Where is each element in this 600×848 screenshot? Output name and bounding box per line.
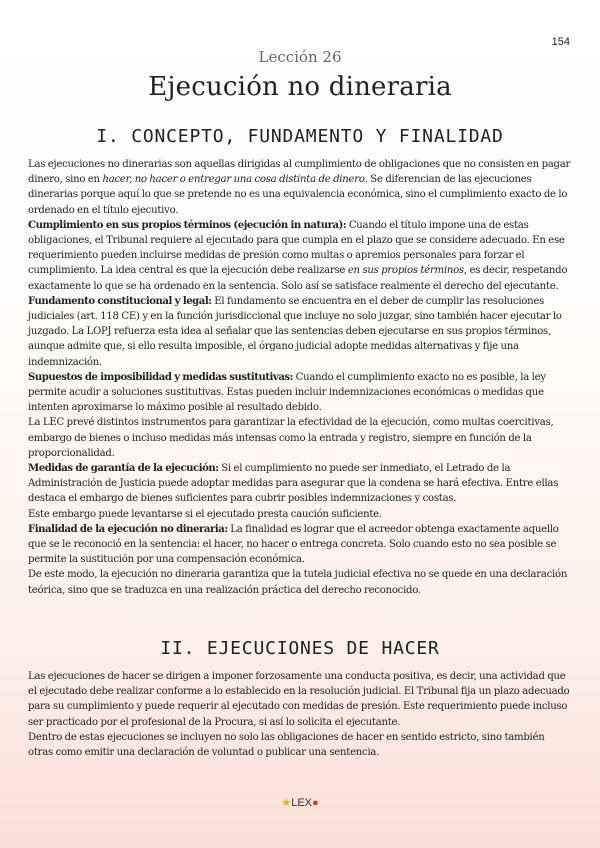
paragraph-text: La finalidad es lograr que el acreedor obtenga exactamente aquello que se le reconoció en la sentencia: el hacer, no hacer o entrega concreta. Solo cuando esto no sea posible se permite la sustitución por una compensación económica. (28, 523, 559, 566)
section-body-hacer (28, 669, 572, 760)
paragraph-lead: Fundamento constitucional y legal: (28, 295, 212, 307)
paragraph-text: Cuando el título impone una de estas obligaciones, el Tribunal requiere al ejecutado para que cumpla en el plazo que se considere adecuado. En ese requerimiento pueden incluirse medidas de presión como multas o apremios personales para forzar el cumplimiento. La idea central es que la ejecución debe realizarse (28, 219, 565, 277)
paragraph (28, 218, 572, 294)
paragraph (28, 157, 572, 218)
paragraph-text: en sus propios términos (347, 265, 464, 277)
paragraph (28, 567, 572, 597)
paragraph-text: Dentro de estas ejecuciones se incluyen no solo las obligaciones de hacer en sentido estricto, sino también otras como emitir una declaración de voluntad o publicar una sentencia. (28, 731, 545, 759)
footer-brand-text: LEX (291, 797, 312, 809)
paragraph-lead: Medidas de garantía de la ejecución: (28, 463, 219, 475)
star-icon: ★ (281, 797, 292, 809)
paragraph (28, 507, 572, 522)
paragraph-text: Cuando el cumplimiento exacto no es posible, la ley permite acudir a soluciones sustitutivas. Estas pueden incluir indemnizaciones económicas o medidas que intenten aproximarse lo máximo posible al resultado debido. (28, 371, 546, 414)
section-heading-hacer: II. EJECUCIONES DE HACER (160, 638, 440, 659)
paragraph-text: La LEC prevé distintos instrumentos para garantizar la efectividad de la ejecución, como multas coercitivas, embargo de bienes o incluso medidas más intensas como la entrada y registro, siempre en función de la proporcionalidad. (28, 417, 554, 459)
paragraph-text: De este modo, la ejecución no dineraria garantiza que la tutela judicial efectiva no se quede en una declaración teórica, sino que se traduzca en una realización práctica del derecho reconocido. (28, 569, 568, 596)
paragraph (28, 370, 572, 416)
paragraph-text: Si el cumplimiento no puede ser inmediato, el Letrado de la Administración de Justicia puede adoptar medidas para asegurar que la condena se hará efectiva. Entre ellas destaca el embargo de bienes suficientes para cubrir posibles indemnizaciones y costas. (28, 463, 559, 505)
paragraph-text: , es decir, respetando exactamente lo que se ha ordenado en la sentencia. Solo así se satisface realmente el derecho del ejecutante. (28, 265, 568, 292)
page-number: 154 (551, 36, 570, 48)
lesson-label: Lección 26 (258, 48, 342, 66)
footer-brand (0, 796, 600, 809)
paragraph-lead: Cumplimiento en sus propios términos (ejecución in natura): (28, 219, 347, 231)
section-body-concepto (28, 157, 572, 598)
paragraph-text: . Se diferencian de las ejecuciones dinerarias porque aquí lo que se pretende no es una equivalencia económica, sino el cumplimiento exacto de lo ordenado en el título ejecutivo. (28, 174, 568, 216)
paragraph-lead: Finalidad de la ejecución no dineraria: (28, 523, 228, 535)
lesson-title: Ejecución no dineraria (148, 72, 452, 102)
paragraph (28, 730, 572, 760)
paragraph (28, 294, 572, 370)
paragraph-text: Este embargo puede levantarse si el ejecutado presta caución suficiente. (28, 508, 382, 520)
paragraph-text: hacer, no hacer o entregar una cosa distinta de dinero (102, 174, 365, 186)
drop-icon: ● (312, 797, 319, 809)
paragraph-lead: Supuestos de imposibilidad y medidas sustitutivas: (28, 371, 293, 383)
paragraph (28, 415, 572, 461)
paragraph (28, 522, 572, 568)
paragraph-text: Las ejecuciones no dinerarias son aquellas dirigidas al cumplimiento de obligaciones que no consisten en pagar dinero, sino en (28, 159, 571, 186)
paragraph-text: El fundamento se encuentra en el deber de cumplir las resoluciones judiciales (art. 118 CE) y en la función jurisdiccional que incluye no solo juzgar, sino también hacer ejecutar lo juzgado. La LOPJ refuerza esta idea al señalar que las sentencias deben ejecutarse en sus propios términos, aunque admite que, si ello resulta imposible, el órgano judicial adopte medidas alternativas y fije una indemnización. (28, 295, 562, 368)
paragraph-text: Las ejecuciones de hacer se dirigen a imponer forzosamente una conducta positiva, es decir, una actividad que el ejecutado debe realizar conforme a lo establecido en la resolución judicial. El Tribunal fija un plazo adecuado para su cumplimiento y puede requerir al ejecutado con medidas de presión. Este requerimiento puede incluso ser practicado por el profesional de la Procura, si así lo solicita el ejecutante. (28, 671, 570, 728)
paragraph (28, 669, 572, 730)
section-heading-concepto: I. CONCEPTO, FUNDAMENTO Y FINALIDAD (96, 126, 504, 147)
paragraph (28, 461, 572, 507)
